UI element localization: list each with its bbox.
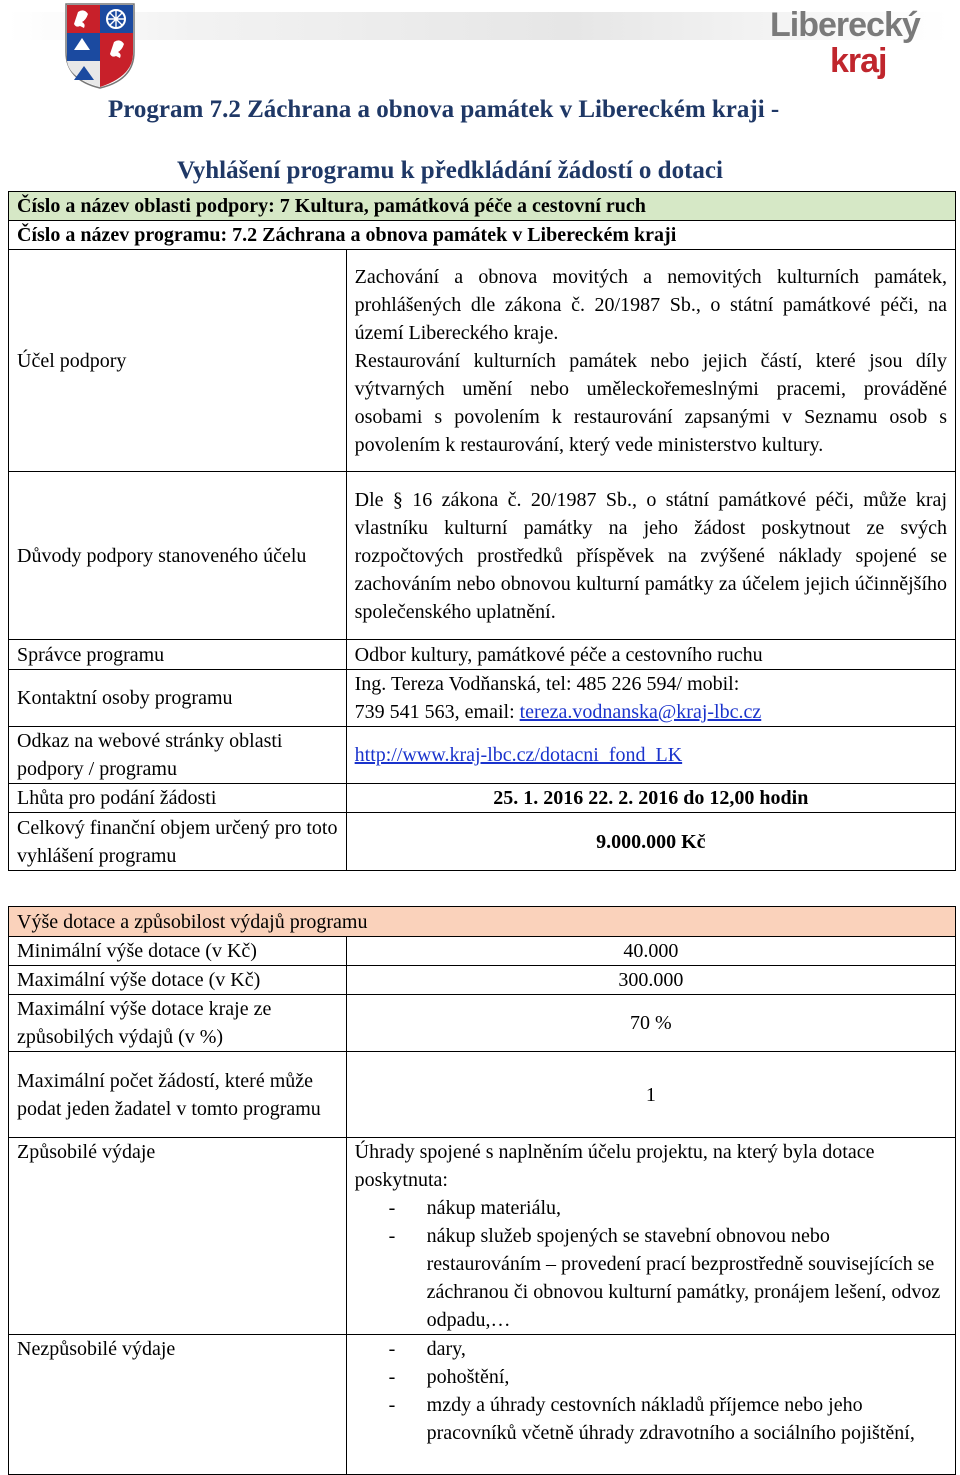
- ineligible-label: Nezpůsobilé výdaje: [9, 1335, 347, 1475]
- deadline-value: 25. 1. 2016 22. 2. 2016 do 12,00 hodin: [346, 784, 955, 813]
- program-title: Program 7.2 Záchrana a obnova památek v Libereckém kraji -: [108, 96, 780, 123]
- max-value: 300.000: [346, 966, 955, 995]
- liberecky-kraj-logo: [770, 6, 930, 86]
- eligible-list: [355, 1194, 947, 1334]
- support-area-row: Číslo a název oblasti podpory: 7 Kultura, památková péče a cestovní ruch: [9, 192, 956, 221]
- program-info-table: [8, 191, 956, 871]
- min-value: 40.000: [346, 937, 955, 966]
- subsidy-header: Výše dotace a způsobilost výdajů programu: [9, 907, 956, 937]
- contact-line2: [355, 698, 947, 726]
- ineligible-list: [355, 1335, 947, 1447]
- deadline-label: Lhůta pro podání žádosti: [9, 784, 347, 813]
- page-header: [0, 0, 960, 95]
- min-label: Minimální výše dotace (v Kč): [9, 937, 347, 966]
- budget-value: 9.000.000 Kč: [346, 813, 955, 871]
- list-item: - nákup služeb spojených se stavební obnovou nebo restaurováním – provedení prací bezprostředně souvisejících se záchranou či obnovou kulturní památky, pronájem lešení, odvoz odpadu,…: [355, 1222, 947, 1334]
- contact-phone: 739 541 563, email:: [354, 701, 520, 723]
- reasons-text: Dle § 16 zákona č. 20/1987 Sb., o státní památkové péči, může kraj vlastníku kulturní památky na jeho žádost poskytnout ze svých rozpočtových prostředků příspěvek na zvýšené náklady spojené se zachováním nebo obnovou kulturní památky za účelem jejich účinnějšího společenského uplatnění.: [346, 472, 955, 640]
- contact-line1: Ing. Tereza Vodňanská, tel: 485 226 594/ mobil:: [354, 673, 740, 695]
- count-label: Maximální počet žádostí, které může podat jeden žadatel v tomto programu: [9, 1052, 347, 1138]
- pct-label: Maximální výše dotace kraje ze způsobilých výdajů (v %): [9, 995, 347, 1052]
- coat-of-arms-icon: [64, 2, 136, 90]
- count-value: 1: [346, 1052, 955, 1138]
- contact-email-link[interactable]: tereza.vodnanska@kraj-lbc.cz: [519, 701, 762, 723]
- purpose-cell: [346, 250, 955, 472]
- list-item: - pohoštění,: [355, 1363, 947, 1391]
- contact-cell: [346, 670, 955, 727]
- web-link[interactable]: http://www.kraj-lbc.cz/dotacni_fond_LK: [354, 744, 683, 766]
- program-name-row: Číslo a název programu: 7.2 Záchrana a obnova památek v Libereckém kraji: [9, 221, 956, 250]
- admin-value: Odbor kultury, památkové péče a cestovního ruchu: [346, 640, 955, 670]
- purpose-paragraph-1: Zachování a obnova movitých a nemovitých kulturních památek, prohlášených dle zákona č. 20/1987 Sb., o státní památkové péči, na území Libereckého kraje.: [354, 265, 947, 344]
- logo-line1: Liberecký: [770, 6, 920, 44]
- list-item: - dary,: [355, 1335, 947, 1363]
- web-cell: [346, 727, 955, 784]
- list-item: - nákup materiálu,: [355, 1194, 947, 1222]
- web-label: Odkaz na webové stránky oblasti podpory / programu: [9, 727, 347, 784]
- admin-label: Správce programu: [9, 640, 347, 670]
- reasons-label: Důvody podpory stanoveného účelu: [9, 472, 347, 640]
- contact-label: Kontaktní osoby programu: [9, 670, 347, 727]
- subsidy-table: [8, 906, 956, 1475]
- purpose-label: Účel podpory: [9, 250, 347, 472]
- logo-line2: kraj: [830, 42, 887, 80]
- ineligible-cell: [346, 1335, 955, 1475]
- eligible-intro: Úhrady spojené s naplněním účelu projektu, na který byla dotace poskytnuta:: [354, 1141, 875, 1191]
- list-item: - mzdy a úhrady cestovních nákladů příjemce nebo jeho pracovníků včetně úhrady zdravotního a sociálního pojištění,: [355, 1391, 947, 1447]
- announcement-title: Vyhlášení programu k předkládání žádostí o dotaci: [177, 157, 723, 184]
- eligible-cell: [346, 1138, 955, 1335]
- eligible-label: Způsobilé výdaje: [9, 1138, 347, 1335]
- purpose-paragraph-2: Restaurování kulturních památek nebo jejich částí, které jsou díly výtvarných umění nebo uměleckořemeslnými pracemi, prováděné osobami s povolením k restaurování zapsanými v Seznamu osob s povolením k restaurování, který vede ministerstvo kultury.: [354, 349, 947, 456]
- pct-value: 70 %: [346, 995, 955, 1052]
- max-label: Maximální výše dotace (v Kč): [9, 966, 347, 995]
- budget-label: Celkový finanční objem určený pro toto vyhlášení programu: [9, 813, 347, 871]
